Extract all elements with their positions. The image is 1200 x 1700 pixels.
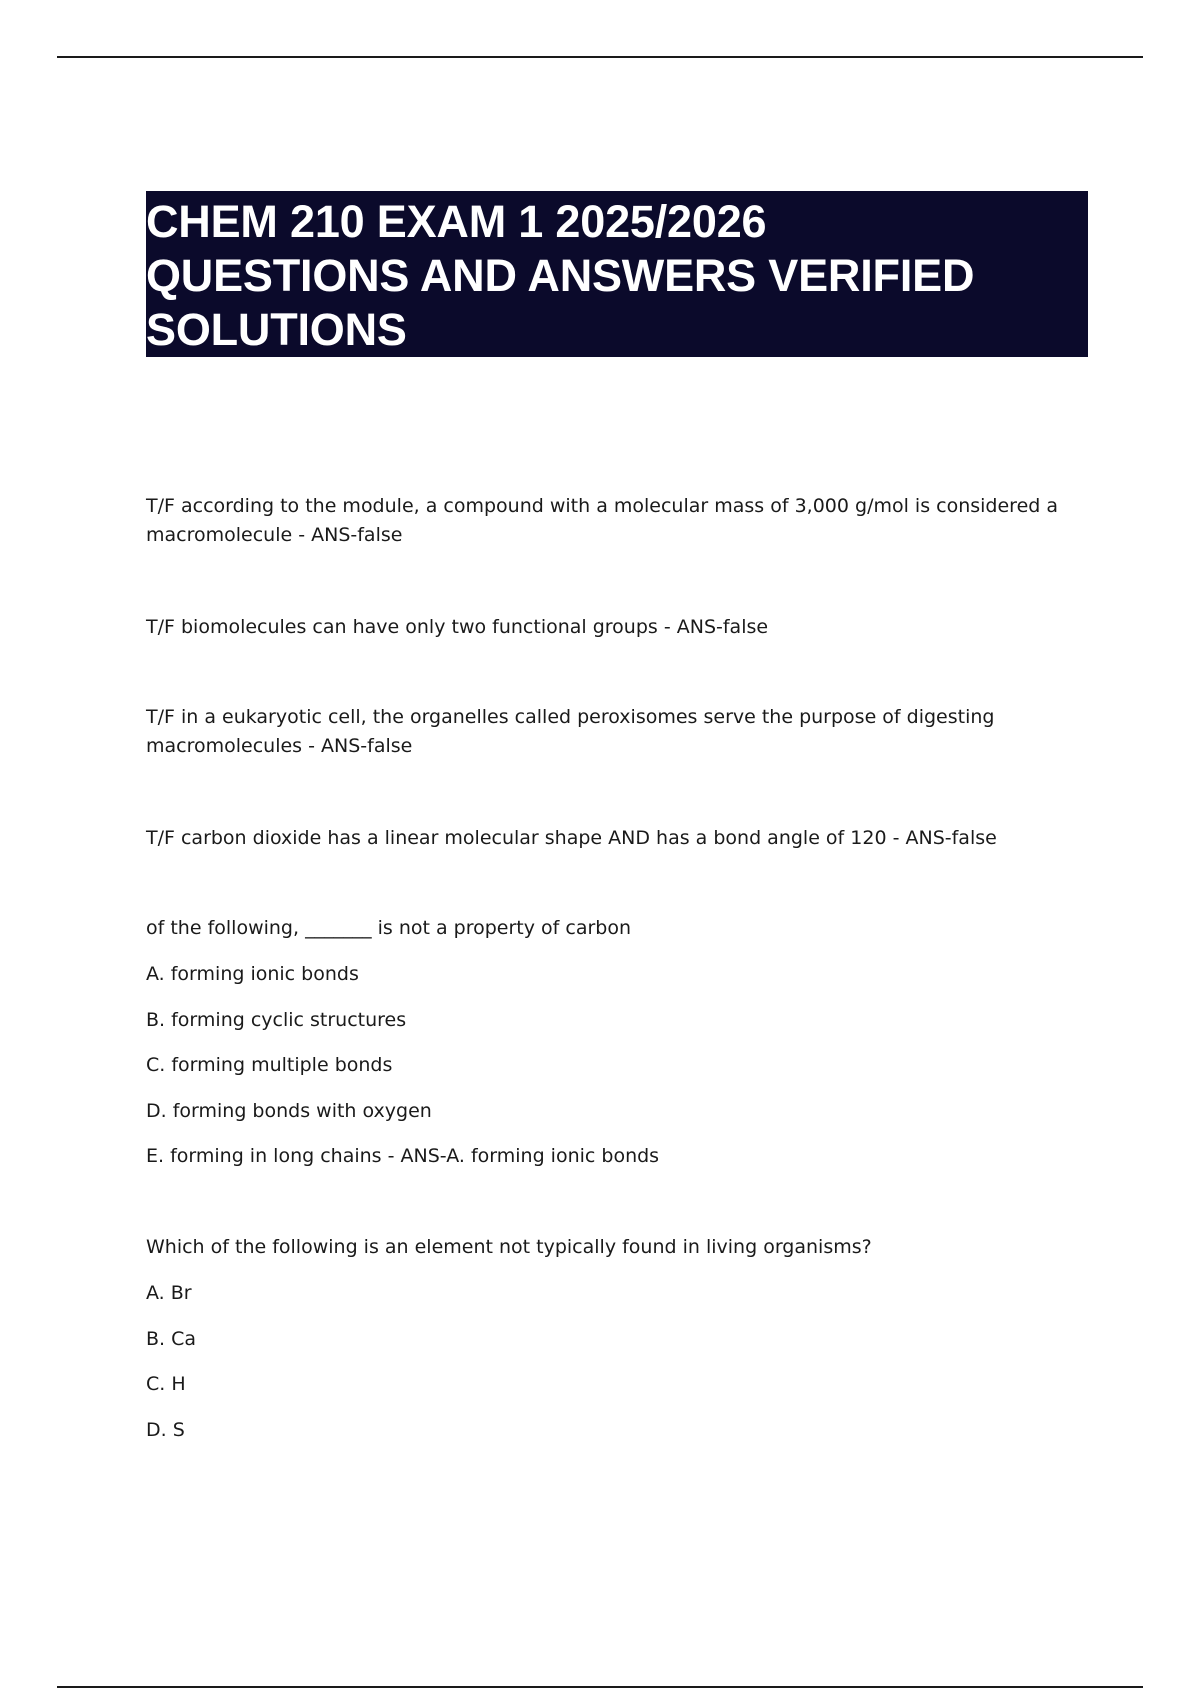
question-6-option-d: D. S: [146, 1419, 185, 1441]
question-5: of the following, _______ is not a property of carbon: [146, 917, 632, 939]
question-4: T/F carbon dioxide has a linear molecular shape AND has a bond angle of 120 - ANS-false: [146, 827, 997, 849]
document-title-banner: [146, 191, 1088, 357]
question-1: T/F according to the module, a compound with a molecular mass of 3,000 g/mol is considered a macromolecule - ANS-false: [146, 495, 1059, 546]
header-rule: [57, 56, 1143, 58]
title-line-1: CHEM 210 EXAM 1 2025/2026: [146, 196, 767, 247]
title-line-3: SOLUTIONS: [146, 304, 407, 355]
question-3: T/F in a eukaryotic cell, the organelles called peroxisomes serve the purpose of digesting macromolecules - ANS-false: [146, 706, 995, 757]
question-5-option-a: A. forming ionic bonds: [146, 963, 359, 985]
question-5-option-b: B. forming cyclic structures: [146, 1009, 407, 1031]
question-6-option-a: A. Br: [146, 1282, 192, 1304]
question-6-option-b: B. Ca: [146, 1328, 197, 1350]
question-2: T/F biomolecules can have only two functional groups - ANS-false: [146, 616, 769, 638]
question-5-option-e: E. forming in long chains - ANS-A. forming ionic bonds: [146, 1145, 660, 1167]
question-5-option-c: C. forming multiple bonds: [146, 1054, 393, 1076]
question-5-option-d: D. forming bonds with oxygen: [146, 1100, 432, 1122]
question-6-option-c: C. H: [146, 1373, 186, 1395]
title-line-2: QUESTIONS AND ANSWERS VERIFIED: [146, 250, 975, 301]
footer-rule: [57, 1686, 1143, 1688]
question-6: Which of the following is an element not typically found in living organisms?: [146, 1236, 872, 1258]
